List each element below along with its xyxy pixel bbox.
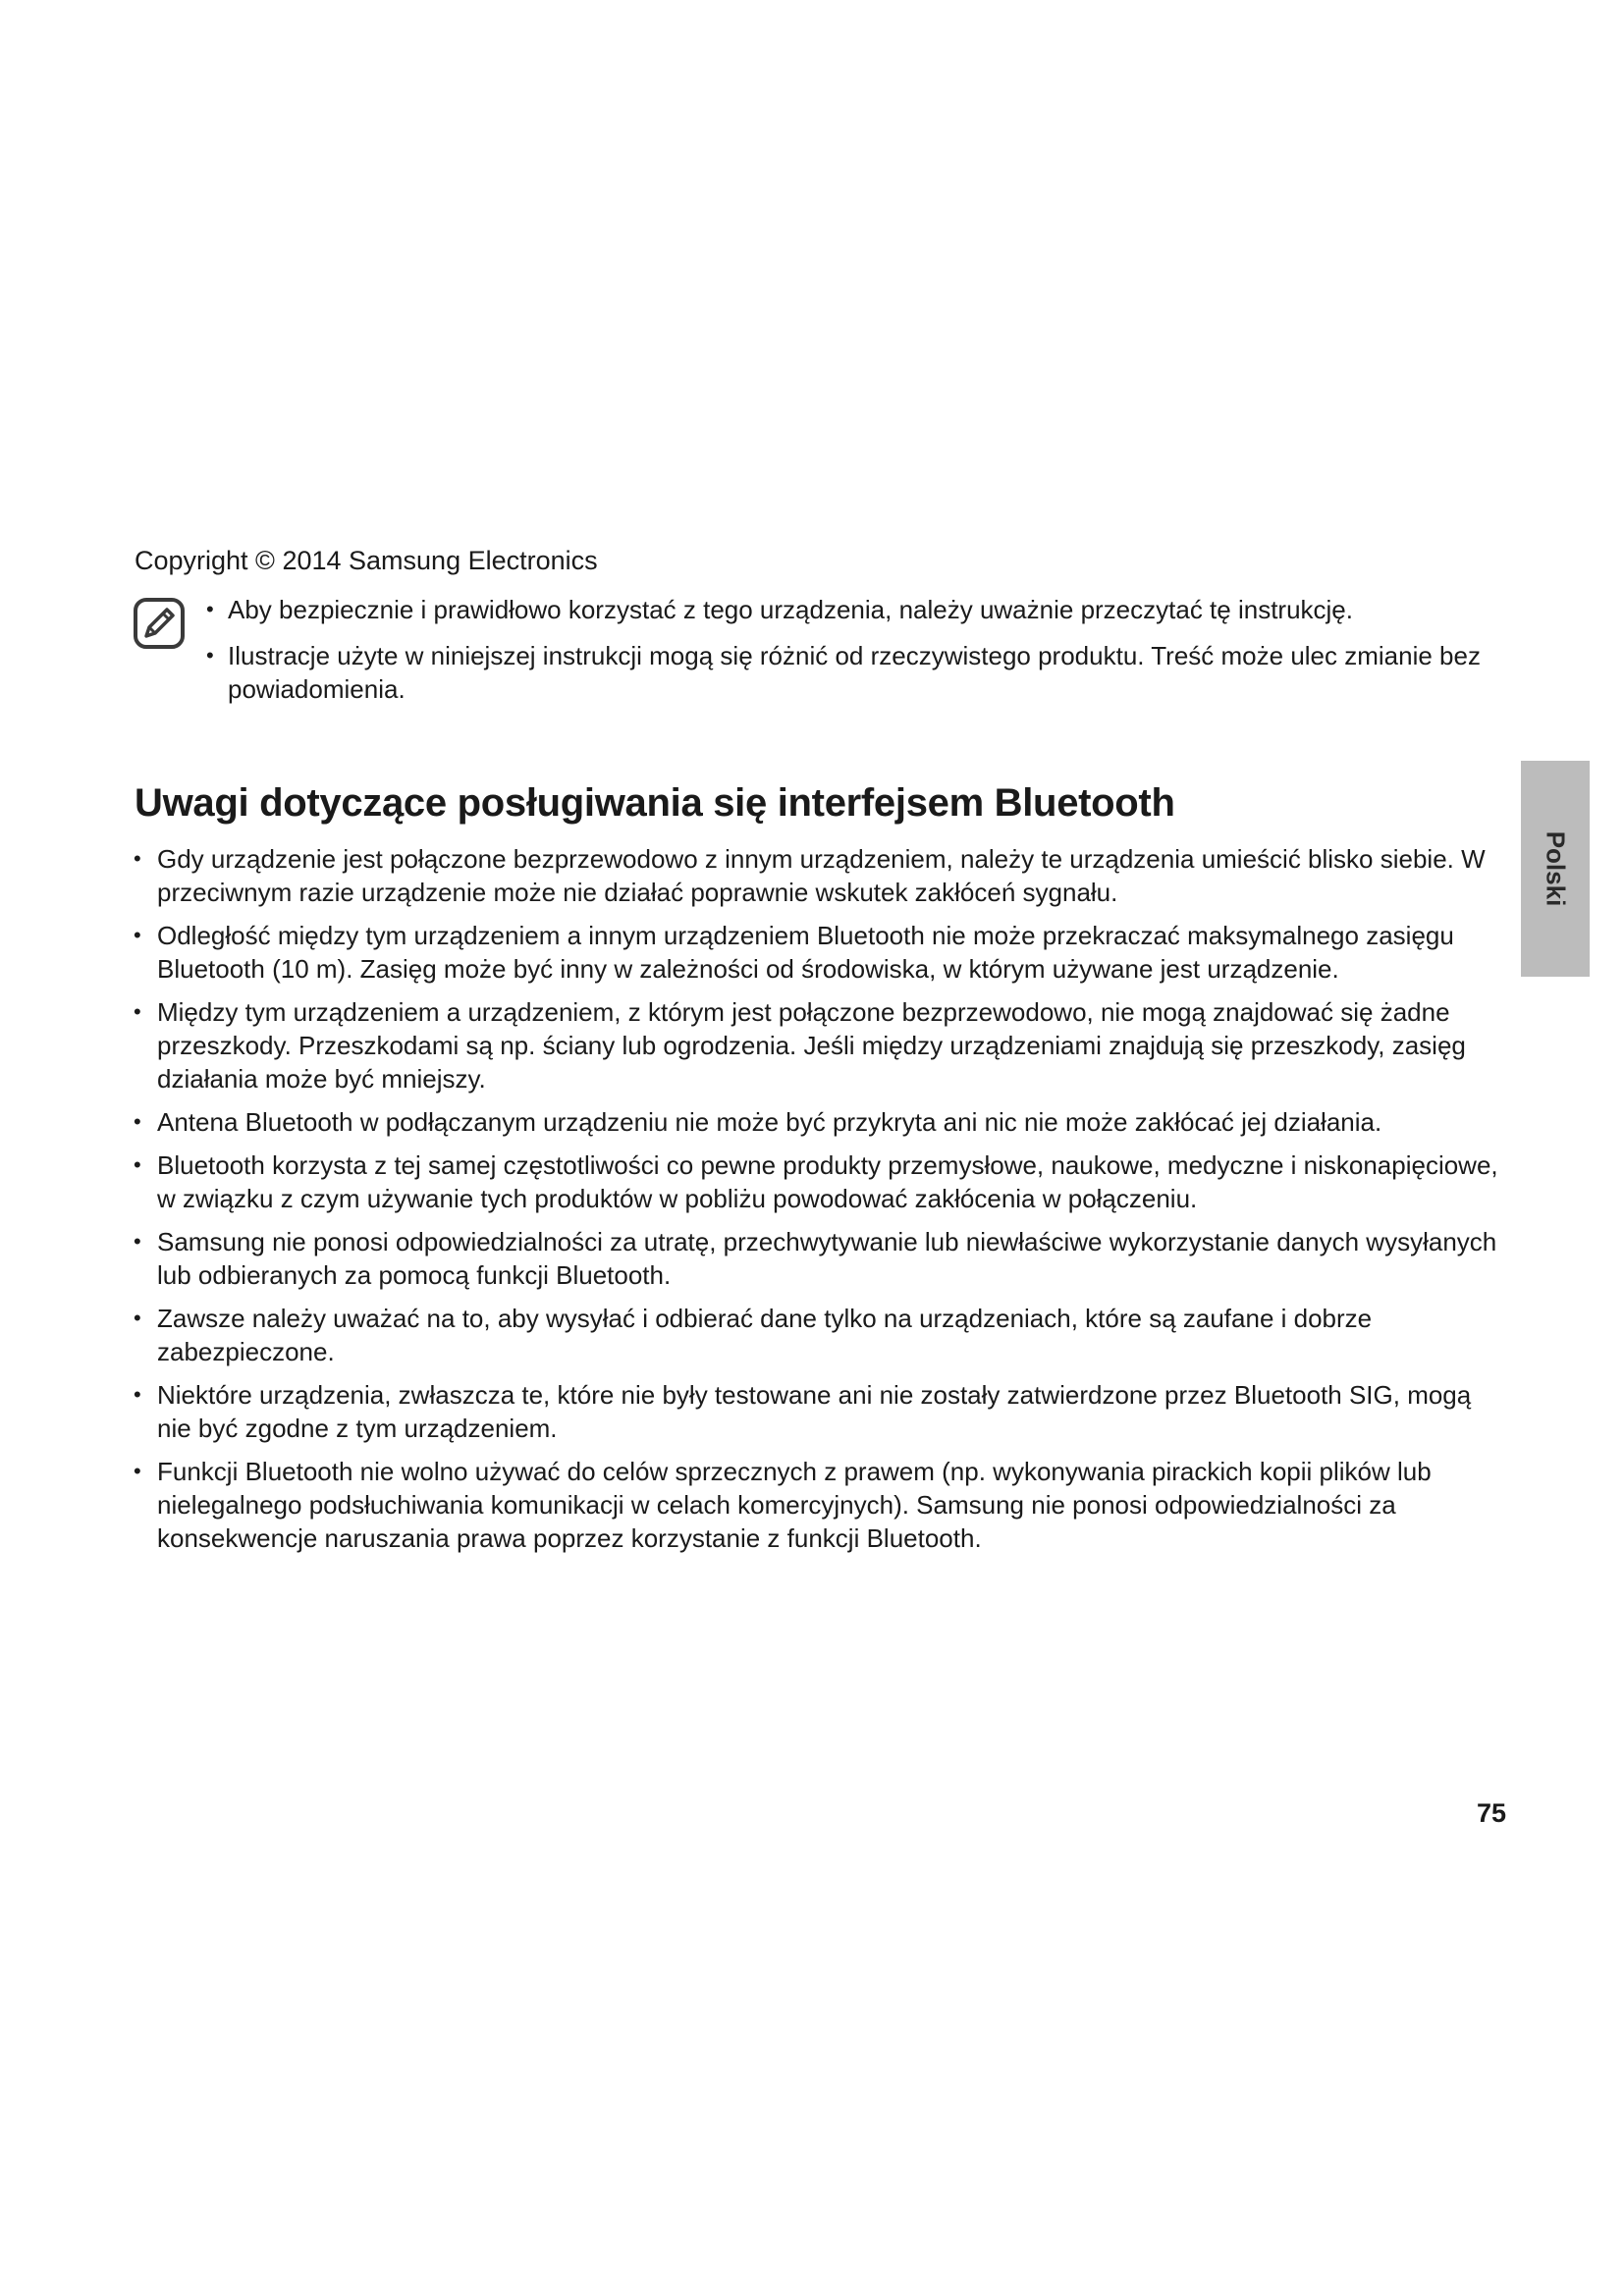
list-item: • Funkcji Bluetooth nie wolno używać do celów sprzecznych z prawem (np. wykonywania pirackich kopii plików lub nielegalnego podsłuchiwania komunikacji w celach komercyjnych). Samsung nie ponosi odpowiedzialności za konsekwencje naruszania prawa poprzez korzystanie z funkcji Bluetooth. bbox=[157, 1455, 1510, 1555]
note-item: • Aby bezpiecznie i prawidłowo korzystać z tego urządzenia, należy uważnie przeczytać tę instrukcję. bbox=[228, 593, 1514, 626]
note-pencil-icon bbox=[133, 597, 186, 650]
language-tab bbox=[1521, 761, 1590, 977]
list-item: • Gdy urządzenie jest połączone bezprzewodowo z innym urządzeniem, należy te urządzenia umieścić blisko siebie. W przeciwnym razie urządzenie może nie działać poprawnie wskutek zakłóceń sygnału. bbox=[157, 842, 1510, 909]
copyright-notice: Copyright © 2014 Samsung Electronics bbox=[135, 546, 598, 575]
list-item: • Odległość między tym urządzeniem a innym urządzeniem Bluetooth nie może przekraczać maksymalnego zasięgu Bluetooth (10 m). Zasięg może być inny w zależności od środowiska, w którym używane jest urządzenie. bbox=[157, 919, 1510, 986]
list-item: • Niektóre urządzenia, zwłaszcza te, które nie były testowane ani nie zostały zatwierdzone przez Bluetooth SIG, mogą nie być zgodne z tym urządzeniem. bbox=[157, 1378, 1510, 1445]
note-list bbox=[228, 593, 1514, 719]
list-item: • Zawsze należy uważać na to, aby wysyłać i odbierać dane tylko na urządzeniach, które są zaufane i dobrze zabezpieczone. bbox=[157, 1302, 1510, 1368]
bluetooth-notes-list bbox=[157, 842, 1510, 1565]
list-item: • Samsung nie ponosi odpowiedzialności za utratę, przechwytywanie lub niewłaściwe wykorzystanie danych wysyłanych lub odbieranych za pomocą funkcji Bluetooth. bbox=[157, 1225, 1510, 1292]
note-item: • Ilustracje użyte w niniejszej instrukcji mogą się różnić od rzeczywistego produktu. Treść może ulec zmianie bez powiadomienia. bbox=[228, 639, 1514, 706]
section-title: Uwagi dotyczące posługiwania się interfejsem Bluetooth bbox=[135, 781, 1175, 825]
language-tab-label: Polski bbox=[1541, 830, 1571, 907]
list-item: • Antena Bluetooth w podłączanym urządzeniu nie może być przykryta ani nic nie może zakłócać jej działania. bbox=[157, 1105, 1510, 1139]
list-item: • Między tym urządzeniem a urządzeniem, z którym jest połączone bezprzewodowo, nie mogą znajdować się żadne przeszkody. Przeszkodami są np. ściany lub ogrodzenia. Jeśli między urządzeniami znajdują się przeszkody, zasięg działania może być mniejszy. bbox=[157, 995, 1510, 1095]
list-item: • Bluetooth korzysta z tej samej częstotliwości co pewne produkty przemysłowe, naukowe, medyczne i niskonapięciowe, w związku z czym używanie tych produktów w pobliżu powodować zakłócenia w połączeniu. bbox=[157, 1148, 1510, 1215]
page-number: 75 bbox=[1476, 1798, 1506, 1828]
